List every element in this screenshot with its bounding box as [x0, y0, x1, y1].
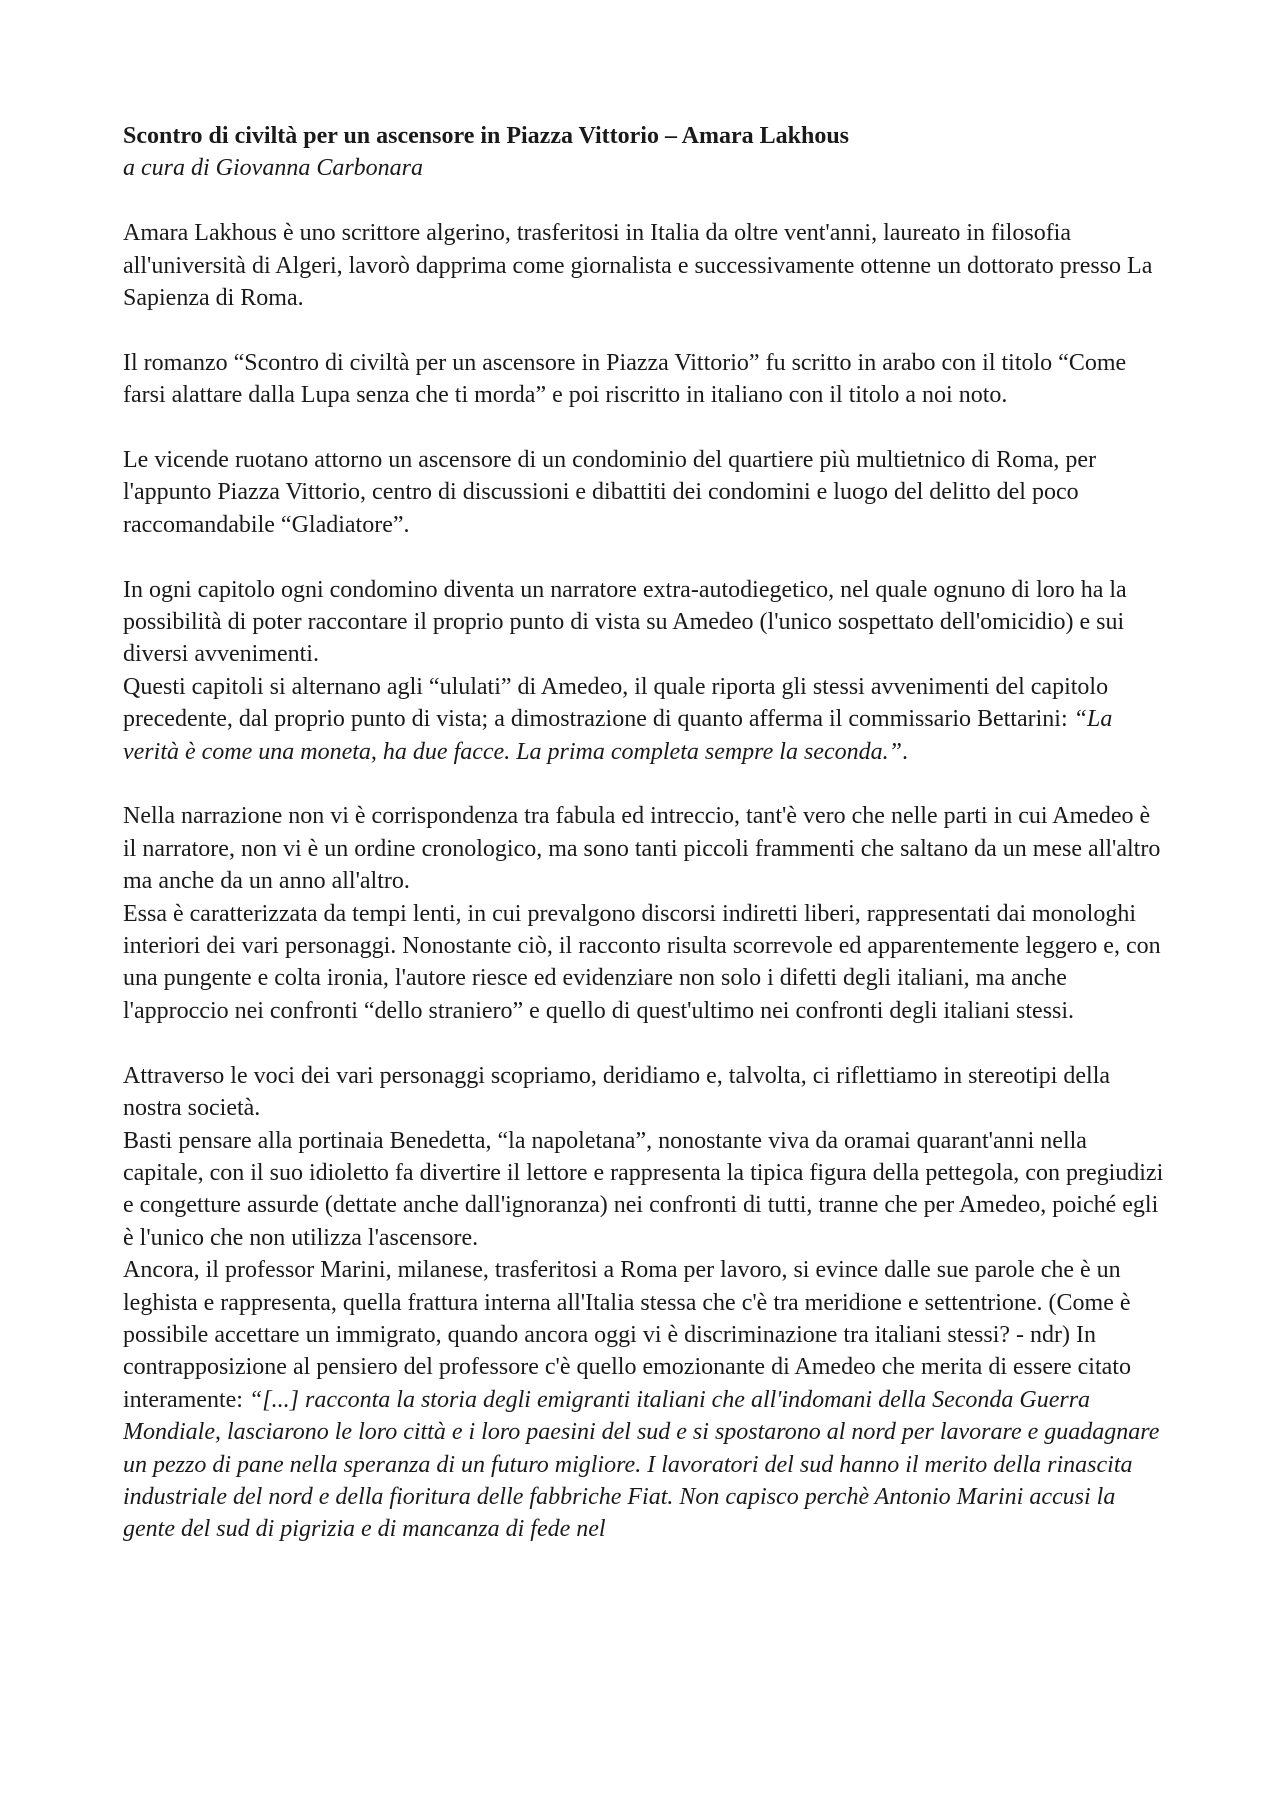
paragraph-stereotypes: Attraverso le voci dei vari personaggi scopriamo, deridiamo e, talvolta, ci riflettiamo in stereotipi della nostra società. [123, 1062, 1111, 1122]
paragraph-author-bio: Amara Lakhous è uno scrittore algerino, trasferitosi in Italia da oltre vent'anni, laureato in filosofia all'università di Algeri, lavorò dapprima come giornalista e successivamente ottenne un dottorato presso La Sapienza di Roma. [123, 220, 1153, 312]
amedeo-quote: “[...] racconta la storia degli emigranti italiani che all'indomani della Seconda Guerra Mondiale, lasciarono le loro città e i loro paesini del sud e si spostarono al nord per lavorare e guadagnare un pezzo di pane nella speranza di un futuro migliore. I lavoratori del sud hanno il merito della rinascita industriale del nord e della fioritura delle fabbriche Fiat. Non capisco perchè Antonio Marini accusi la gente del sud di pigrizia e di mancanza di fede nel [123, 1386, 1160, 1543]
paragraph-ululati [123, 671, 1168, 768]
document-author-credit: a cura di Giovanna Carbonara [123, 155, 423, 182]
paragraph-fabula: Nella narrazione non vi è corrispondenza tra fabula ed intreccio, tant'è vero che nelle parti in cui Amedeo è il narratore, non vi è un ordine cronologico, ma sono tanti piccoli frammenti che saltano da un mese all'altro ma anche da un anno all'altro. [123, 803, 1161, 895]
paragraph-novel-title: Il romanzo “Scontro di civiltà per un ascensore in Piazza Vittorio” fu scritto in arabo con il titolo “Come farsi alattare dalla Lupa senza che ti morda” e poi riscritto in italiano con il titolo a noi noto. [123, 349, 1127, 409]
paragraph-marini-text: Ancora, il professor Marini, milanese, trasferitosi a Roma per lavoro, si evince dalle sue parole che è un leghista e rappresenta, quella frattura interna all'Italia stessa che c'è tra meridione e settentrione. (Come è possibile accettare un immigrato, quando ancora oggi vi è discriminazione tra italiani stessi? - ndr) In contrapposizione al pensiero del professore c'è quello emozionante di Amedeo che merita di essere citato interamente: [123, 1257, 1131, 1413]
paragraph-plot: Le vicende ruotano attorno un ascensore di un condominio del quartiere più multietnico di Roma, per l'appunto Piazza Vittorio, centro di discussioni e dibattiti dei condomini e luogo del delitto del poco raccomandabile “Gladiatore”. [123, 447, 1097, 538]
document-page [123, 120, 1168, 1546]
paragraph-style: Essa è caratterizzata da tempi lenti, in cui prevalgono discorsi indiretti liberi, rappresentati dai monologhi interiori dei vari personaggi. Nonostante ciò, il racconto risulta scorrevole ed apparentemente leggero e, con una pungente e colta ironia, l'autore riesce ed evidenziare non solo i difetti degli italiani, ma anche l'approccio nei confronti “dello straniero” e quello di quest'ultimo nei confronti degli italiani stessi. [123, 900, 1161, 1024]
paragraph-ululati-end: . [901, 738, 908, 765]
paragraph-marini [123, 1254, 1168, 1546]
paragraph-benedetta: Basti pensare alla portinaia Benedetta, “la napoletana”, nonostante viva da oramai quarant'anni nella capitale, con il suo idioletto fa divertire il lettore e rappresenta la tipica figura della pettegola, con pregiudizi e congetture assurde (dettate anche dall'ignoranza) nei confronti di tutti, tranne che per Amedeo, poiché egli è l'unico che non utilizza l'ascensore. [123, 1127, 1164, 1251]
paragraph-narrators: In ogni capitolo ogni condomino diventa un narratore extra-autodiegetico, nel quale ognuno di loro ha la possibilità di poter raccontare il proprio punto di vista su Amedeo (l'unico sospettato dell'omicidio) e sui diversi avvenimenti. [123, 576, 1127, 668]
bettarini-quote: “La verità è come una moneta, ha due facce. La prima completa sempre la seconda.” [123, 706, 1113, 765]
document-title: Scontro di civiltà per un ascensore in Piazza Vittorio – Amara Lakhous [123, 123, 850, 149]
paragraph-ululati-text: Questi capitoli si alternano agli “ululati” di Amedeo, il quale riporta gli stessi avvenimenti del capitolo precedente, dal proprio punto di vista; a dimostrazione di quanto afferma il commissario Bettarini: [123, 673, 1109, 733]
